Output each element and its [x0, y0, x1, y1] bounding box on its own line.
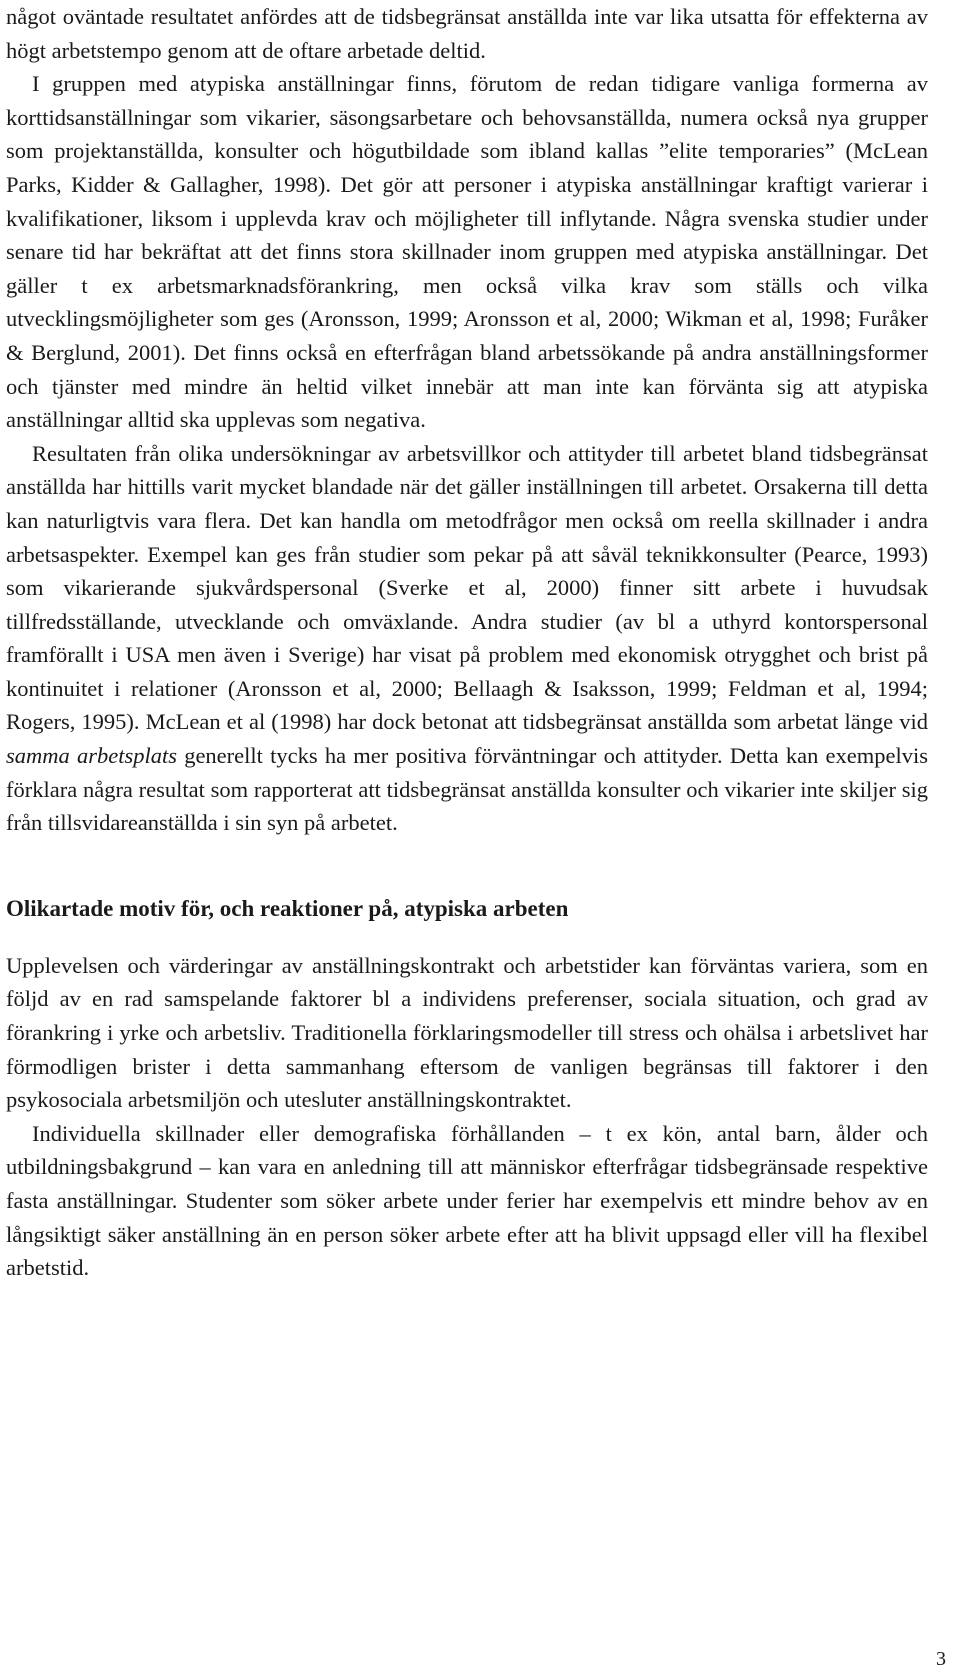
- section-heading: Olikartade motiv för, och reaktioner på, atypiska arbeten: [6, 895, 569, 921]
- paragraph-individual-differences: Individuella skillnader eller demografiska förhållanden – t ex kön, antal barn, ålder och utbildningsbakgrund – kan vara en anledning till att människor efterfrågar tidsbegränsade respektive fasta anställningar. Studenter som söker arbete under ferier har exempelvis ett mindre behov av en långsiktigt säker anställning än en person söker arbete efter att ha blivit uppsagd eller vill ha flexibel arbetstid.: [6, 1120, 928, 1281]
- paragraph-text: generellt tycks ha mer positiva förväntningar och attityder. Detta kan exempelvis förklara några resultat som rapporterat att tidsbegränsat anställda konsulter och vikarier inte skiljer sig från tillsvidareanställda i sin syn på arbetet.: [6, 743, 929, 836]
- paragraph-continuation: något oväntade resultatet anfördes att de tidsbegränsat anställda inte var lika utsatta för effekterna av högt arbetstempo genom att de oftare arbetade deltid.: [6, 4, 928, 63]
- paragraph-atypical-groups: I gruppen med atypiska anställningar finns, förutom de redan tidigare vanliga formerna av korttidsanställningar som vikarier, säsongsarbetare och behovsanställda, numera också nya grupper som projektanställda, konsulter och högutbildade som ibland kallas ”elite temporaries” (McLean Parks, Kidder & Gallagher, 1998). Det gör att personer i atypiska anställningar kraftigt varierar i kvalifikationer, liksom i upplevda krav och möjligheter till inflytande. Några svenska studier under senare tid har bekräftat att det finns stora skillnader inom gruppen med atypiska anställningar. Det gäller t ex arbetsmarknadsförankring, men också vilka krav som ställs och vilka utvecklingsmöjligheter som ges (Aronsson, 1999; Aronsson et al, 2000; Wikman et al, 1998; Furåker & Berglund, 2001). Det finns också en efterfrågan bland arbetssökande på andra anställningsformer och tjänster med mindre än heltid vilket innebär att man inte kan förvänta sig att atypiska anställningar alltid ska upplevas som negativa.: [6, 71, 928, 433]
- paragraph-text: Resultaten från olika undersökningar av arbetsvillkor och attityder till arbetet bland tidsbegränsat anställda har hittills varit mycket blandade när det gäller inställningen till arbetet. Orsakerna till detta kan naturligtvis vara flera. Det kan handla om metodfrågor men också om reella skillnader i andra arbetsaspekter. Exempel kan ges från studier som pekar på att såväl teknikkonsulter (Pearce, 1993) som vikarierande sjukvårdspersonal (Sverke et al, 2000) finner sitt arbete i huvudsak tillfredsställande, utvecklande och omväxlande. Andra studier (av bl a uthyrd kontorspersonal framförallt i USA men även i Sverige) har visat på problem med ekonomisk otrygghet och brist på kontinuitet i relationer (Aronsson et al, 2000; Bellaagh & Isaksson, 1999; Feldman et al, 1994; Rogers, 1995). McLean et al (1998) har dock betonat att tidsbegränsat anställda som arbetat länge vid: [6, 440, 928, 735]
- emphasis-text: samma arbetsplats: [6, 743, 177, 769]
- document-page: [6, 0, 928, 1285]
- page-number: 3: [936, 1648, 946, 1670]
- paragraph-research-results: [6, 437, 928, 840]
- paragraph-experience: Upplevelsen och värderingar av anställningskontrakt och arbetstider kan förväntas variera, som en följd av en rad samspelande faktorer bl a individens preferenser, sociala situation, och grad av förankring i yrke och arbetsliv. Traditionella förklaringsmodeller till stress och ohälsa i arbetslivet har förmodligen brister i detta sammanhang eftersom de vanligen begränsas till faktorer i den psykosociala arbetsmiljön och utesluter anställningskontraktet.: [6, 952, 928, 1113]
